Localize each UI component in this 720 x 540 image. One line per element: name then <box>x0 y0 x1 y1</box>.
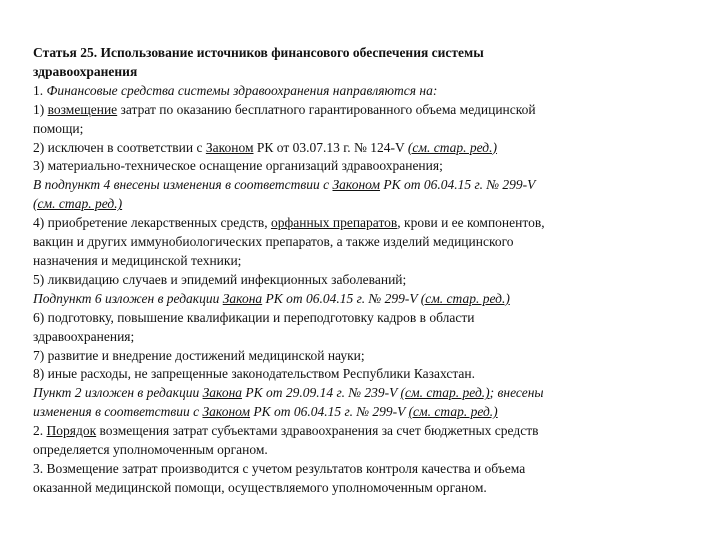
reimbursement-link[interactable]: возмещение <box>47 101 118 117</box>
item-4-text-rest: , крови и ее компонентов, <box>397 215 545 231</box>
item-1-continued: помощи; <box>33 120 84 136</box>
item-1-prefix: 1) <box>33 101 48 117</box>
item-1 <box>33 101 695 120</box>
amendment-note-3-tail: ; внесены <box>489 385 544 401</box>
item-8: 8) иные расходы, не запрещенные законодательством Республики Казахстан. <box>33 366 475 382</box>
old-edition-link[interactable]: (см. стар. ред.) <box>33 196 123 212</box>
paragraph-2-text: возмещения затрат субъектами здравоохранения за счет бюджетных средств <box>96 423 539 439</box>
item-2-law-details: РК от 03.07.13 г. № 124-V <box>253 139 408 155</box>
orphan-drugs-link[interactable]: орфанных препаратов <box>270 215 398 231</box>
item-6: 6) подготовку, повышение квалификации и переподготовку кадров в области <box>33 309 475 325</box>
item-3: 3) материально-техническое оснащение организаций здравоохранения; <box>33 158 443 174</box>
item-5: 5) ликвидацию случаев и эпидемий инфекционных заболеваний; <box>33 271 407 287</box>
article-title: Статья 25. Использование источников финансового обеспечения системы <box>33 45 484 60</box>
law-link[interactable]: Законом <box>205 139 254 155</box>
amendment-note-3 <box>33 384 695 403</box>
amendment-note-1-details: РК от 06.04.15 г. № 299-V <box>380 177 536 193</box>
procedure-link[interactable]: Порядок <box>46 423 97 439</box>
old-edition-link[interactable]: (см. стар. ред.) <box>400 385 490 401</box>
law-link[interactable]: Законом <box>202 404 251 420</box>
item-4-text: 4) приобретение лекарственных средств, <box>33 215 271 231</box>
paragraph-2 <box>33 422 695 441</box>
article-title-continued: здравоохранения <box>33 63 138 79</box>
amendment-note-3-details: РК от 29.09.14 г. № 239-V <box>242 385 401 401</box>
item-6-continued: здравоохранения; <box>33 328 135 344</box>
item-4-continued: вакцин и других иммунобиологических препаратов, а также изделий медицинского <box>33 234 514 250</box>
law-link[interactable]: Закона <box>222 290 263 306</box>
old-edition-link[interactable]: (см. стар. ред.) <box>408 404 498 420</box>
old-edition-link[interactable]: (см. стар. ред.) <box>420 290 510 306</box>
paragraph-2-continued: определяется уполномоченным органом. <box>33 442 268 458</box>
item-4 <box>33 214 695 233</box>
amendment-note-1-continued <box>33 195 695 214</box>
old-edition-link[interactable]: (см. стар. ред.) <box>407 139 498 155</box>
paragraph-3: 3. Возмещение затрат производится с учетом результатов контроля качества и объема <box>33 460 526 476</box>
item-1-text: затрат по оказанию бесплатного гарантированного объема медицинской <box>117 101 536 117</box>
amendment-note-3-details-2: РК от 06.04.15 г. № 299-V <box>250 404 409 420</box>
amendment-note-2 <box>33 290 695 309</box>
item-4-continued-2: назначения и медицинской техники; <box>33 252 242 268</box>
amendment-note-1 <box>33 176 695 195</box>
amendment-note-3-continued <box>33 403 695 422</box>
amendment-note-2-details: РК от 06.04.15 г. № 299-V <box>262 290 421 306</box>
paragraph-number: 2. <box>33 423 47 439</box>
item-2 <box>33 139 695 158</box>
paragraph-1-intro <box>33 82 695 101</box>
law-link[interactable]: Законом <box>332 177 381 193</box>
amendment-note-3-text: Пункт 2 изложен в редакции <box>33 385 203 401</box>
article-document <box>33 44 695 498</box>
amendment-note-2-text: Подпункт 6 изложен в редакции <box>33 290 223 306</box>
paragraph-1-text: Финансовые средства системы здравоохранения направляются на: <box>46 82 438 98</box>
law-link[interactable]: Закона <box>202 385 243 401</box>
item-2-text: 2) исключен в соответствии с <box>33 139 206 155</box>
paragraph-number: 1. <box>33 82 47 98</box>
amendment-note-3-text-2: изменения в соответствии с <box>33 404 203 420</box>
amendment-note-1-text: В подпункт 4 внесены изменения в соответствии с <box>33 177 333 193</box>
item-7: 7) развитие и внедрение достижений медицинской науки; <box>33 347 365 363</box>
paragraph-3-continued: оказанной медицинской помощи, осуществляемого уполномоченным органом. <box>33 479 487 495</box>
